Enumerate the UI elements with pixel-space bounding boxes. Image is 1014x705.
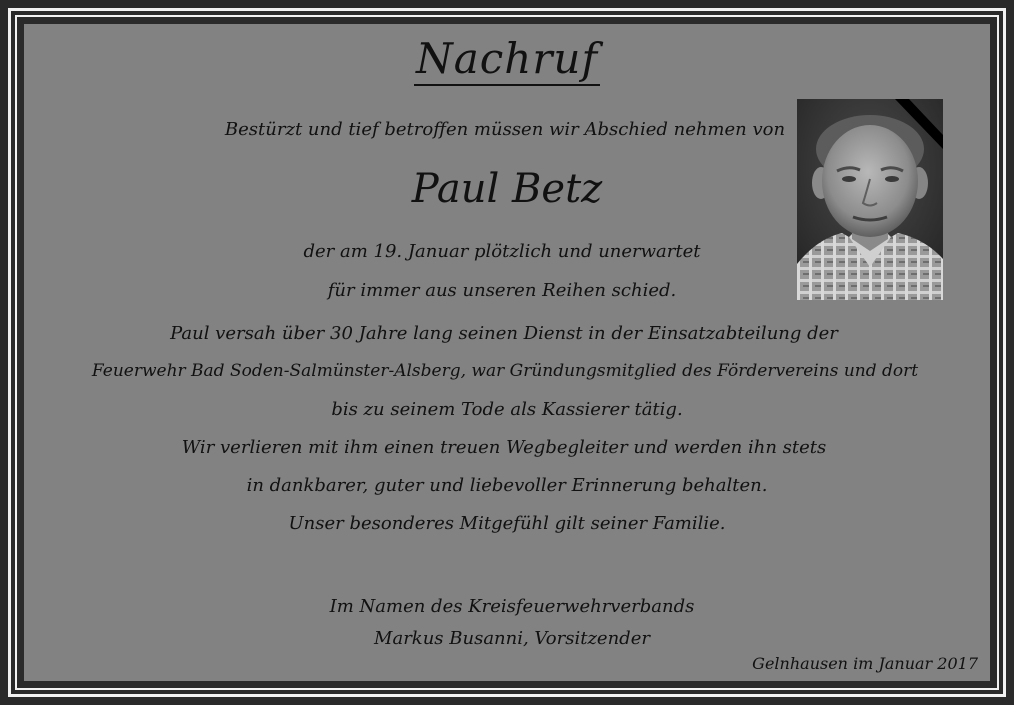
text-line: Unser besonderes Mitgefühl gilt seiner Familie. — [288, 513, 726, 534]
text-line: Paul versah über 30 Jahre lang seinen Dienst in der Einsatzabteilung der — [170, 323, 838, 344]
obituary-heading — [0, 34, 1014, 86]
text-line: für immer aus unseren Reihen schied. — [327, 280, 677, 301]
signature-line: Im Namen des Kreisfeuerwehrverbands — [329, 596, 695, 617]
portrait-photo — [797, 99, 943, 300]
intro-line: Bestürzt und tief betroffen müssen wir Abschied nehmen von — [224, 119, 786, 140]
obituary-title: Nachruf — [414, 34, 600, 86]
text-line: Feuerwehr Bad Soden-Salmünster-Alsberg, war Gründungsmitglied des Fördervereins und dort — [91, 361, 919, 381]
signature-line: Markus Busanni, Vorsitzender — [374, 628, 650, 649]
portrait-image — [797, 99, 943, 300]
text-line: bis zu seinem Tode als Kassierer tätig. — [331, 399, 683, 420]
text-line: der am 19. Januar plötzlich und unerwartet — [303, 241, 701, 262]
text-line: Wir verlieren mit ihm einen treuen Wegbegleiter und werden ihn stets — [181, 437, 827, 458]
deceased-name: Paul Betz — [411, 166, 603, 212]
dateline: Gelnhausen im Januar 2017 — [752, 654, 978, 673]
text-line: in dankbarer, guter und liebevoller Erinnerung behalten. — [246, 475, 768, 496]
